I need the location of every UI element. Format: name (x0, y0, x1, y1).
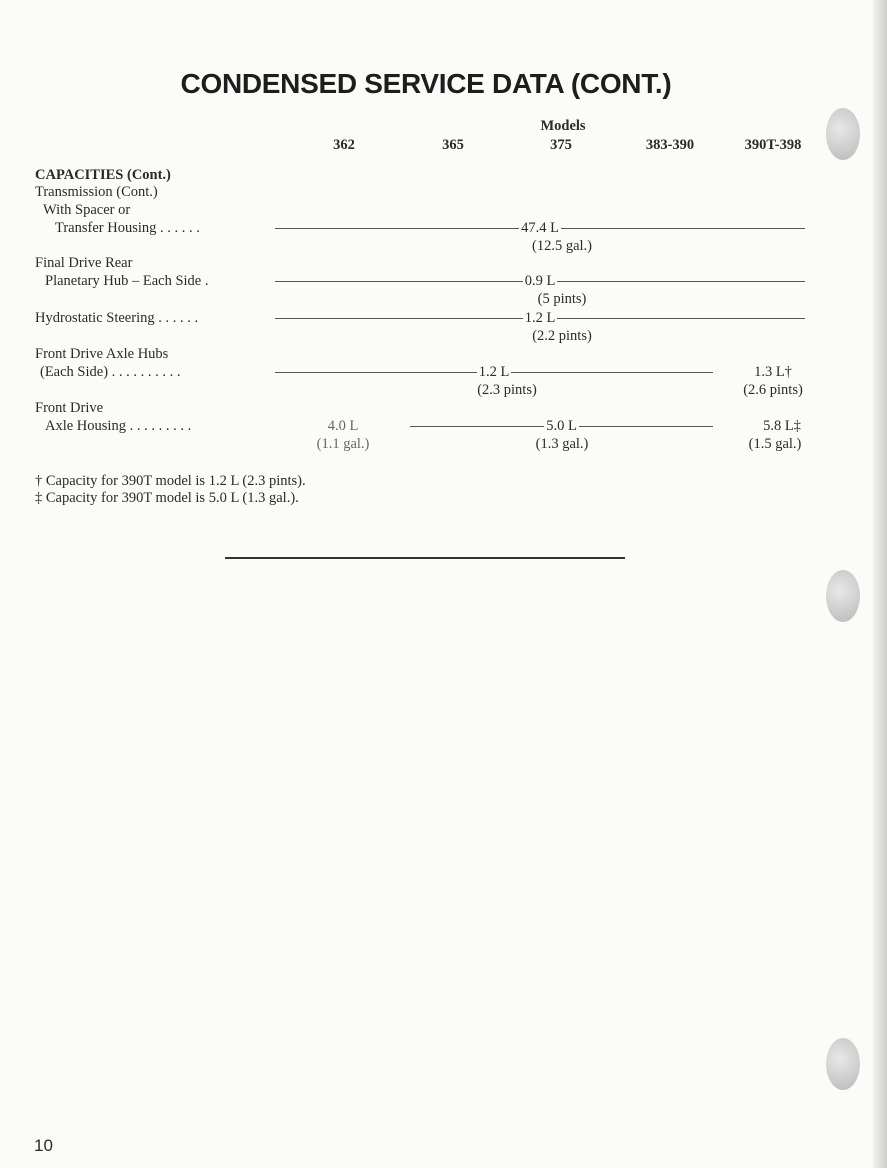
column-header: 383-390 (645, 137, 695, 153)
row-label: Transmission (Cont.) (35, 184, 158, 200)
value-span (275, 363, 713, 381)
row-label: Planetary Hub – Each Side . (45, 273, 209, 289)
value-span (275, 219, 805, 237)
value-sub: (1.3 gal.) (535, 436, 589, 452)
column-header: 362 (333, 137, 355, 153)
value: 5.8 L‡ (763, 418, 801, 434)
column-header: 365 (442, 137, 464, 153)
row-label: Final Drive Rear (35, 255, 133, 271)
section-heading: CAPACITIES (Cont.) (35, 167, 171, 183)
value-sub: (1.5 gal.) (748, 436, 802, 452)
footnote: † Capacity for 390T model is 1.2 L (2.3 pints). (35, 473, 306, 489)
value: 0.9 L (524, 273, 556, 289)
column-header: 390T-398 (744, 137, 802, 153)
value: 1.2 L (524, 310, 556, 326)
binder-hole (826, 1038, 860, 1090)
page-edge (873, 0, 887, 1168)
row-label: Hydrostatic Steering . . . . . . (35, 310, 199, 326)
binder-hole (826, 108, 860, 160)
binder-hole (826, 570, 860, 622)
divider (225, 557, 625, 559)
value-sub: (1.1 gal.) (316, 436, 370, 452)
value-sub: (2.6 pints) (743, 382, 803, 398)
value-sub: (12.5 gal.) (532, 238, 592, 254)
value-span (275, 309, 805, 327)
page-title: CONDENSED SERVICE DATA (CONT.) (180, 68, 672, 99)
footnote: ‡ Capacity for 390T model is 5.0 L (1.3 gal.). (35, 490, 299, 506)
models-header: Models (540, 118, 586, 134)
value: 5.0 L (546, 418, 577, 434)
value: 1.2 L (478, 364, 510, 380)
row-label: Front Drive (35, 400, 104, 416)
value: 4.0 L (327, 418, 359, 434)
row-label: Front Drive Axle Hubs (35, 346, 169, 362)
row-label: Transfer Housing . . . . . . (55, 220, 200, 236)
row-label: With Spacer or (43, 202, 131, 218)
value: 1.3 L† (754, 364, 792, 380)
value-sub: (2.3 pints) (477, 382, 537, 398)
row-label: (Each Side) . . . . . . . . . . (40, 364, 181, 380)
page-number: 10 (34, 1136, 53, 1155)
value-sub: (2.2 pints) (532, 328, 592, 344)
value-span (275, 272, 805, 290)
column-header: 375 (550, 137, 572, 153)
row-label: Axle Housing . . . . . . . . . (45, 418, 192, 434)
value: 47.4 L (521, 220, 559, 236)
value-sub: (5 pints) (537, 291, 587, 307)
value-span (410, 417, 713, 435)
